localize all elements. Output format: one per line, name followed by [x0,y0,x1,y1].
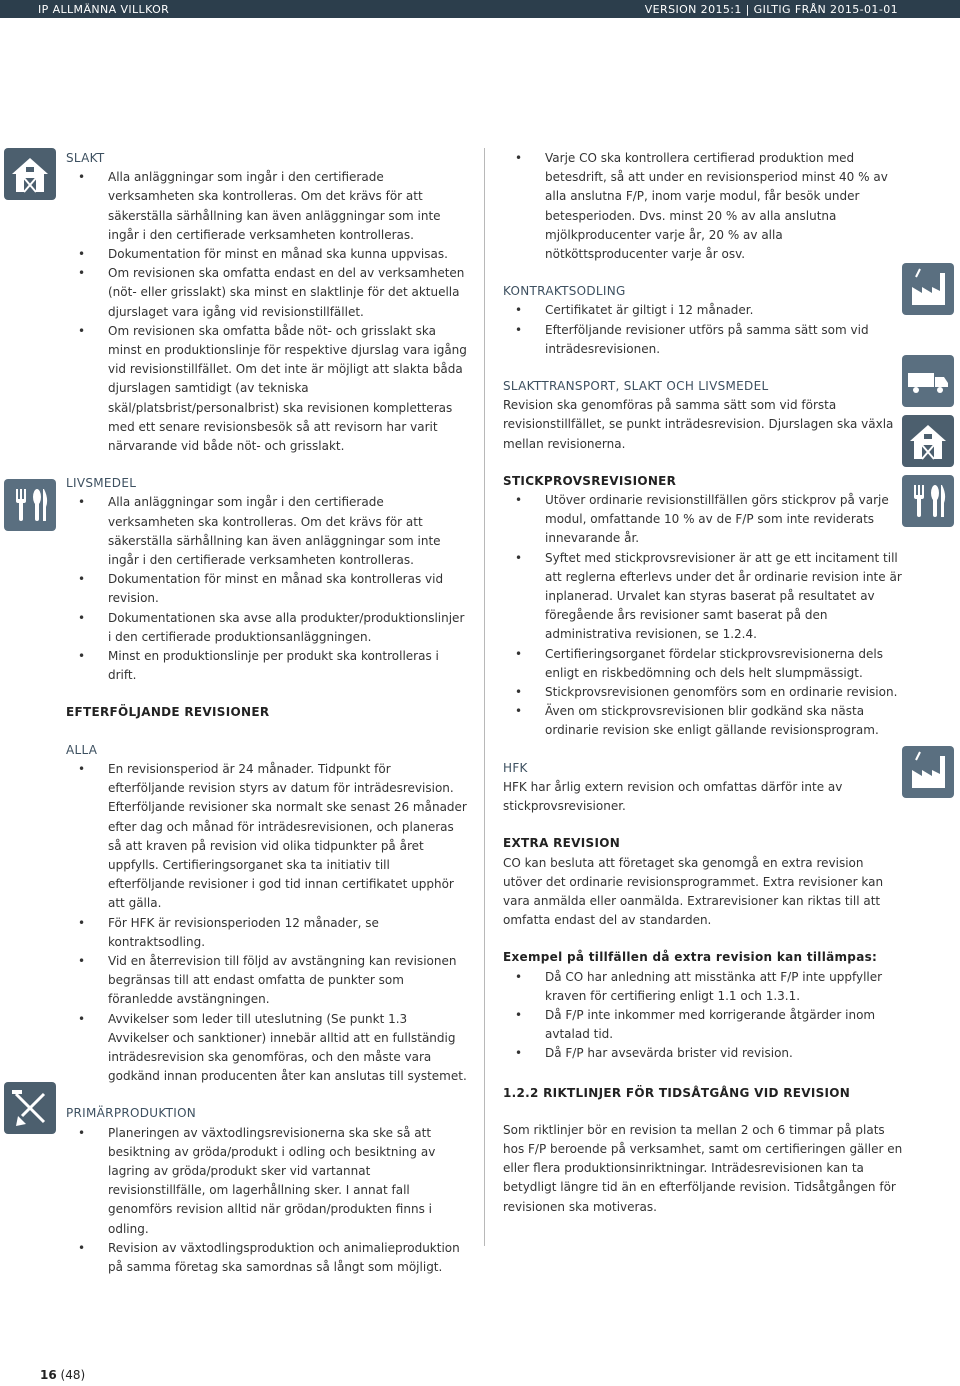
list-item: • Efterföljande revisioner utförs på samma sätt som vid inträdesrevisionen. [503,321,903,359]
section-title-riktlinjer: 1.2.2 RIKTLINJER FÖR TIDSÅTGÅNG VID REVISION [503,1085,851,1100]
page-header [0,0,960,18]
list-item: • Även om stickprovsrevisionen blir godkänd ska nästa ordinarie revision ske enligt gällande revisionsprogram. [503,702,903,740]
section-title-alla: ALLA [66,742,98,757]
section-title-efterfoljande: EFTERFÖLJANDE REVISIONER [66,705,270,720]
list-item: • Planeringen av växtodlingsrevisionerna ska ske så att besiktning av gröda/produkt i odling och besiktning av lagring av gröda/produkt sker vid vartannat revisionstillfälle, om lagerhållning sker. I annat fall genomförs revision alltid när grödan/produkten finns i odling. [66,1124,470,1239]
list-item: • Dokumentation för minst en månad ska kontrolleras vid revision. [66,570,470,608]
list-item: • Certifikatet är giltigt i 12 månader. [503,301,903,320]
slakt-list [66,168,470,456]
extra-text: CO kan besluta att företaget ska genomgå en extra revision utöver det ordinarie revisionsprogrammet. Extra revisioner kan vara anmälda eller oanmälda. Extrarevisioner kan riktas till att omfatta endast del av standarden. [503,855,884,928]
factory-icon [902,263,954,315]
header-version: VERSION 2015:1 | GILTIG FRÅN 2015-01-01 [644,3,898,16]
list-item: • Alla anläggningar som ingår i den certifierade verksamheten ska kontrolleras. Om det krävs för att säkerställa särhållning kan även anläggningar som inte ingår i den certifierade verksamheten kontrolleras. [66,493,470,570]
right-column [503,149,903,1217]
page-total: (48) [60,1368,86,1382]
list-item: • Minst en produktionslinje per produkt ska kontrolleras i drift. [66,647,470,685]
farming-tools-icon [4,1082,56,1134]
section-title-kontraktsodling: KONTRAKTSODLING [503,284,626,299]
top-list [503,149,903,264]
primarproduktion-list [66,1124,470,1278]
barn-icon [902,415,954,467]
list-item: • Vid en återrevision till följd av avstängning kan revisionen begränsas till att endast omfatta de punkter som föranledde avstängningen. [66,952,470,1010]
section-title-extra: EXTRA REVISION [503,836,621,851]
list-item: • Revision av växtodlingsproduktion och animalieproduktion på samma företag ska samordnas så långt som möjligt. [66,1239,470,1277]
cutlery-icon [902,475,954,527]
list-item: • Stickprovsrevisionen genomförs som en ordinarie revision. [503,683,903,702]
list-item: • För HFK är revisionsperioden 12 månader, se kontraktsodling. [66,914,470,952]
list-item: • Varje CO ska kontrollera certifierad produktion med betesdrift, så att under en revisionsperiod minst 40 % av alla anslutna F/P, inom varje modul, får besök under betesperioden. Dvs. minst 20 % av alla anslutna mjölkproducenter varje år, 20 % av alla nötköttsproducenter varje år osv. [503,149,903,264]
extra-examples-title: Exempel på tillfällen då extra revision kan tillämpas: [503,950,878,965]
list-item: • Om revisionen ska omfatta både nöt- och grisslakt ska minst en produktionslinje för respektive djurslag vara igång vid revisionstillfället. Om det inte är möjligt att slakta båda djurslagen samtidigt (av tekniska skäl/platsbrist/personalbrist) ska revisionen kompletteras med ett senare revisionsbesök så att revisorn har varit närvarande vid både nöt- och grisslakt. [66,322,470,456]
list-item: • Då CO har anledning att misstänka att F/P inte uppfyller kraven för certifiering enligt 1.1 och 1.3.1. [503,968,903,1006]
list-item: • Dokumentation för minst en månad ska kunna uppvisas. [66,245,470,264]
page-current: 16 [40,1368,57,1382]
column-divider [484,148,485,1246]
cutlery-icon [4,479,56,531]
alla-list [66,760,470,1086]
stickprov-list [503,491,903,741]
list-item: • Alla anläggningar som ingår i den certifierade verksamheten ska kontrolleras. Om det krävs för att säkerställa särhållning kan även anläggningar som inte ingår i den certifierade verksamheten kontrolleras. [66,168,470,245]
list-item: • Då F/P har avsevärda brister vid revision. [503,1044,903,1063]
kontraktsodling-list [503,301,903,359]
list-item: • En revisionsperiod är 24 månader. Tidpunkt för efterföljande revision styrs av datum för inträdesrevision. Efterföljande revisioner ska normalt ske senast 26 månader efter dag och månad för inträdesrevisionen, och planeras så att kraven på revision vid olika tidpunkter på året uppfylls. Certifieringsorganet ska ta initiativ till efterföljande revisioner i god tid innan certifikatet upphör att gälla. [66,760,470,914]
page-number [40,1368,85,1382]
barn-icon [4,148,56,200]
truck-icon [902,355,954,407]
section-title-hfk: HFK [503,760,528,775]
header-doc-title: IP ALLMÄNNA VILLKOR [38,3,170,16]
list-item: • Då F/P inte inkommer med korrigerande åtgärder inom avtalad tid. [503,1006,903,1044]
hfk-text: HFK har årlig extern revision och omfattas därför inte av stickprovsrevisioner. [503,779,843,814]
list-item: • Certifieringsorganet fördelar stickprovsrevisionerna dels enligt en riskbedömning och dels helt slumpmässigt. [503,645,903,683]
list-item: • Syftet med stickprovsrevisioner är att ge ett incitament till att reglerna efterlevs under det år ordinarie revision inte är inplanerad. Urvalet kan styras baserat på resultatet av föregående års revisioner samt baserat på den administrativa revisionen, se 1.2.4. [503,549,903,645]
list-item: • Om revisionen ska omfatta endast en del av verksamheten (nöt- eller grisslakt) ska minst en slaktlinje för det aktuella djurslaget vara igång vid revisionstillfället. [66,264,470,322]
left-column [66,149,470,1277]
list-item: • Dokumentationen ska avse alla produkter/produktionslinjer i den certifierade produktionsanläggningen. [66,609,470,647]
section-title-livsmedel: LIVSMEDEL [66,476,137,491]
section-title-primarproduktion: PRIMÄRPRODUKTION [66,1106,197,1121]
list-item: • Avvikelser som leder till uteslutning (Se punkt 1.3 Avvikelser och sanktioner) innebär alltid att en fullständig inträdesrevision ska genomföras, och den måste vara godkänd innan producenten åter kan anslutas till systemet. [66,1010,470,1087]
list-item: • Utöver ordinarie revisionstillfällen görs stickprov på varje modul, omfattande 10 % av de F/P som inte reviderats innevarande år. [503,491,903,549]
extra-list [503,968,903,1064]
section-title-stickprov: STICKPROVSREVISIONER [503,473,677,488]
section-title-slakt: SLAKT [66,151,105,165]
slakttransport-text: Revision ska genomföras på samma sätt som vid första revisionstillfället, se punkt inträdesrevision. Djurslagen ska växla mellan revisionerna. [503,398,894,451]
factory-icon [902,746,954,798]
livsmedel-list [66,493,470,685]
riktlinjer-text: Som riktlinjer bör en revision ta mellan 2 och 6 timmar på plats hos F/P beroende på verksamhet, samt om certifieringen gäller en eller flera produktionsinriktningar. Inträdesrevisionen kan ta betydligt längre tid än en efterföljande revision. Tidsåtgången för revisionen ska motiveras. [503,1122,903,1214]
section-title-slakttransport: SLAKTTRANSPORT, SLAKT OCH LIVSMEDEL [503,379,769,394]
